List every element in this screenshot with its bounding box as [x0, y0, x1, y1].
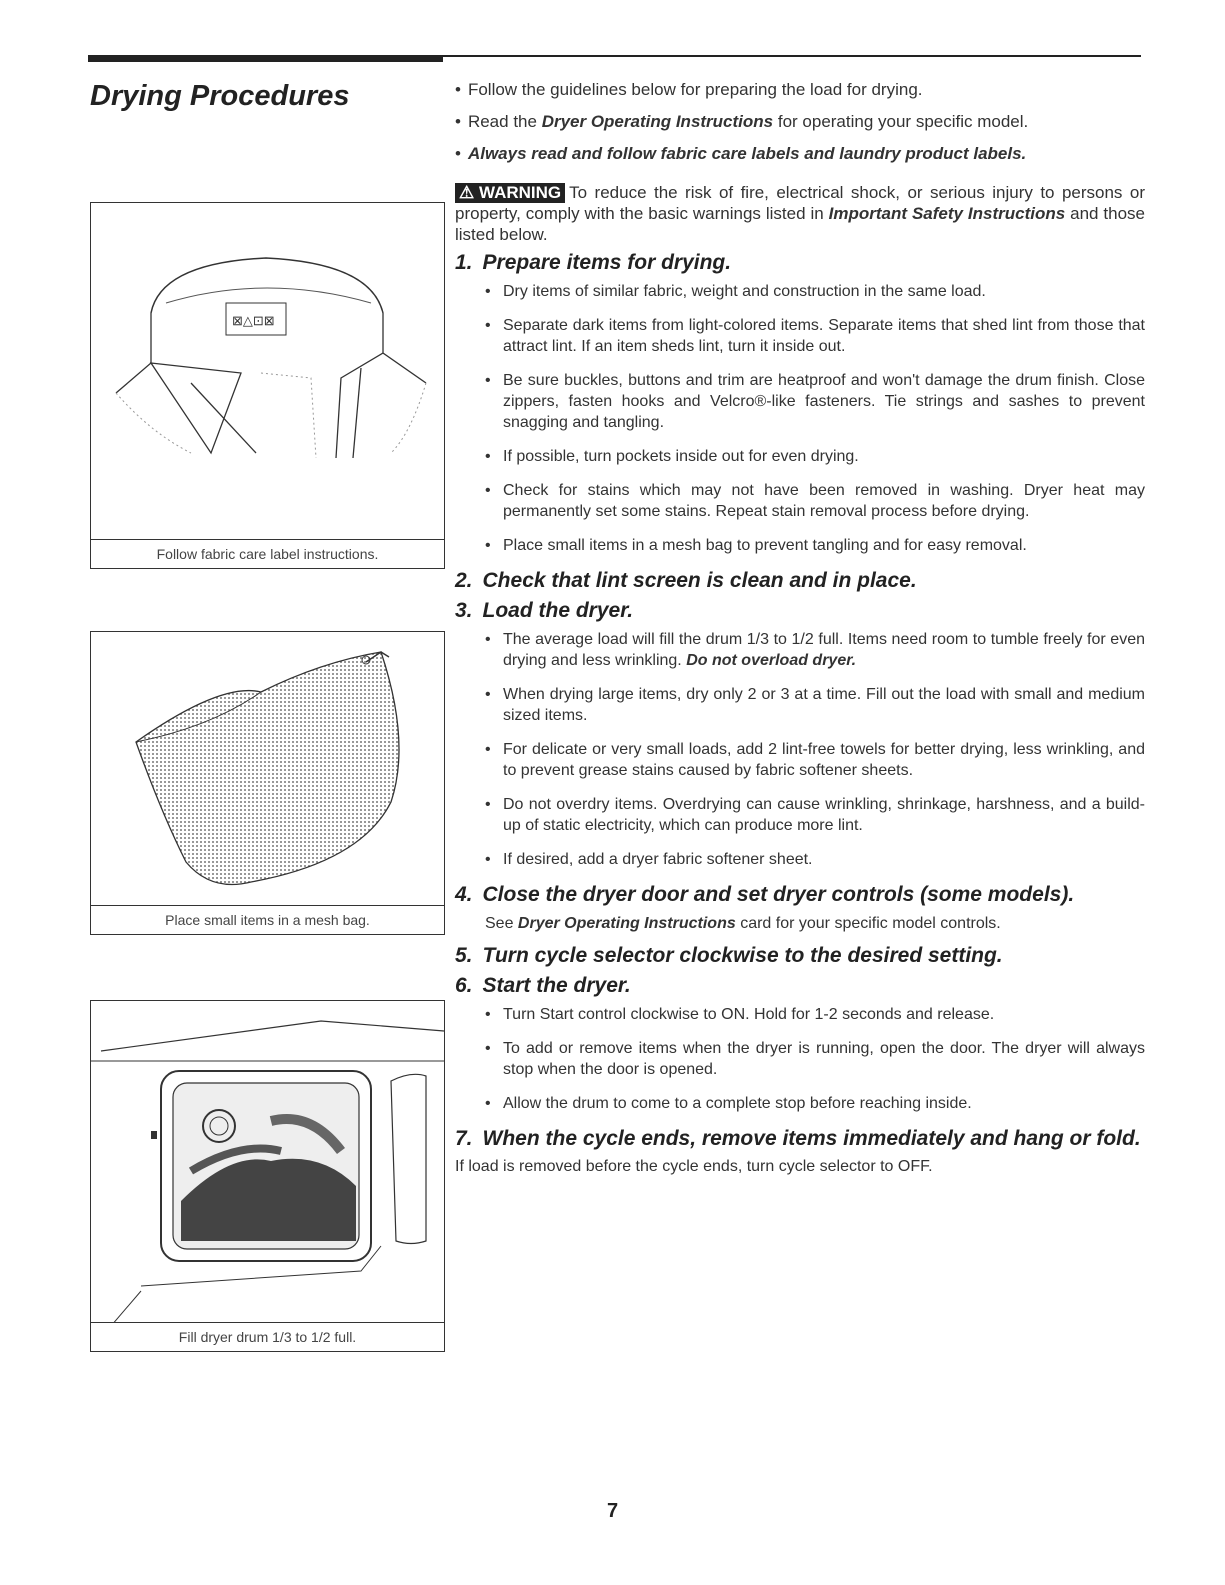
step-2: 2. Check that lint screen is clean and in place.: [455, 569, 917, 592]
list-item: • Be sure buckles, buttons and trim are heatproof and won't damage the drum finish. Close zippers, fasten hooks and Velcro®-like fasteners. Tie strings and sashes to prevent snagging and tangling.: [485, 370, 1145, 433]
list-item: • The average load will fill the drum 1/3 to 1/2 full. Items need room to tumble freely for even drying and less wrinkling. Do not overload dryer.: [485, 629, 1145, 671]
list-item: • Dry items of similar fabric, weight and construction in the same load.: [485, 281, 1145, 302]
step-6-list: [455, 1004, 1145, 1114]
header-rule-accent: [88, 55, 443, 62]
list-item: • Separate dark items from light-colored items. Separate items that shed lint from those that attract lint. If an item sheds lint, turn it inside out.: [485, 315, 1145, 357]
step-1: 1. Prepare items for drying. • Dry items of similar fabric, weight and construction in the same load. • Separate dark items from light-colored items. Separate items that shed lint from those that attract lint. If an item sheds lint, turn it inside out. • Be sure buckles, buttons and trim are heatproof and won't damage the drum finish. Close zippers, fasten hooks and Velcro®-like fasteners. Tie strings and sashes to prevent snagging and tangling. • If possible, turn pockets inside out for even drying. • Check for stains which may not have been removed in washing. Dryer heat may permanently set some stains. Repeat stain removal process before drying. • Place small items in a mesh bag to prevent tangling and for easy removal.: [455, 251, 1145, 556]
list-item: • When drying large items, dry only 2 or 3 at a time. Fill out the load with small and medium sized items.: [485, 684, 1145, 726]
svg-text:⊠△⊡⊠: ⊠△⊡⊠: [232, 313, 275, 328]
list-item: • Place small items in a mesh bag to prevent tangling and for easy removal.: [485, 535, 1145, 556]
step-7: 7. When the cycle ends, remove items immediately and hang or fold. If load is removed before the cycle ends, turn cycle selector to OFF.: [455, 1127, 1141, 1175]
step-3: 3. Load the dryer. • The average load will fill the drum 1/3 to 1/2 full. Items need room to tumble freely for even drying and less wrinkling. Do not overload dryer. • When drying large items, dry only 2 or 3 at a time. Fill out the load with small and medium sized items. • For delicate or very small loads, add 2 lint-free towels for better drying, less wrinkling, and to prevent grease stains caused by fabric softener sheets. • Do not overdry items. Overdrying can cause wrinkling, shrinkage, harshness, and a build-up of static electricity, which can produce more lint. • If desired, add a dryer fabric softener sheet.: [455, 599, 1145, 870]
list-item: • To add or remove items when the dryer is running, open the door. The dryer will always stop when the door is opened.: [485, 1038, 1145, 1080]
mesh-bag-illustration: [91, 632, 444, 905]
dryer-drum-illustration: [91, 1001, 444, 1322]
list-item: • Allow the drum to come to a complete stop before reaching inside.: [485, 1093, 1145, 1114]
intro-list: [455, 80, 1145, 164]
list-item: • Do not overdry items. Overdrying can cause wrinkling, shrinkage, harshness, and a build-up of static electricity, which can produce more lint.: [485, 794, 1145, 836]
list-item: • If desired, add a dryer fabric softener sheet.: [485, 849, 1145, 870]
content-column: [455, 80, 1145, 1185]
figure-mesh-bag: [90, 631, 445, 935]
step-3-list: [455, 629, 1145, 870]
shirt-collar-illustration: [91, 203, 444, 539]
list-item: • Check for stains which may not have been removed in washing. Dryer heat may permanently set some stains. Repeat stain removal process before drying.: [485, 480, 1145, 522]
figure-care-label: [90, 202, 445, 569]
step-1-list: [455, 281, 1145, 556]
intro-item: • Read the Dryer Operating Instructions for operating your specific model.: [455, 112, 1145, 132]
page-number: 7: [606, 1500, 619, 1522]
intro-item: • Always read and follow fabric care labels and laundry product labels.: [455, 144, 1145, 164]
intro-item: • Follow the guidelines below for preparing the load for drying.: [455, 80, 1145, 100]
list-item: • If possible, turn pockets inside out for even drying.: [485, 446, 1145, 467]
figure-caption: Fill dryer drum 1/3 to 1/2 full.: [91, 1322, 444, 1351]
step-5: 5. Turn cycle selector clockwise to the desired setting.: [455, 944, 1003, 967]
list-item: • For delicate or very small loads, add 2 lint-free towels for better drying, less wrinkling, and to prevent grease stains caused by fabric softener sheets.: [485, 739, 1145, 781]
step-4-note: See Dryer Operating Instructions card for your specific model controls.: [485, 915, 1001, 932]
page-title: Drying Procedures: [90, 80, 350, 112]
step-6: 6. Start the dryer. • Turn Start control clockwise to ON. Hold for 1-2 seconds and release. • To add or remove items when the dryer is running, open the door. The dryer will always stop when the door is opened. • Allow the drum to come to a complete stop before reaching inside.: [455, 974, 1145, 1114]
warning-block: ⚠ WARNING To reduce the risk of fire, electrical shock, or serious injury to persons or property, comply with the basic warnings listed in Important Safety Instructions and those listed below.: [455, 183, 1145, 244]
figure-caption: Place small items in a mesh bag.: [91, 905, 444, 934]
warning-badge: ⚠ WARNING: [455, 183, 565, 203]
list-item: • Turn Start control clockwise to ON. Hold for 1-2 seconds and release.: [485, 1004, 1145, 1025]
warning-icon: ⚠: [459, 183, 475, 202]
figure-dryer-drum: [90, 1000, 445, 1352]
figure-caption: Follow fabric care label instructions.: [91, 539, 444, 568]
step-4: 4. Close the dryer door and set dryer controls (some models). See Dryer Operating Instructions card for your specific model controls.: [455, 883, 1145, 934]
